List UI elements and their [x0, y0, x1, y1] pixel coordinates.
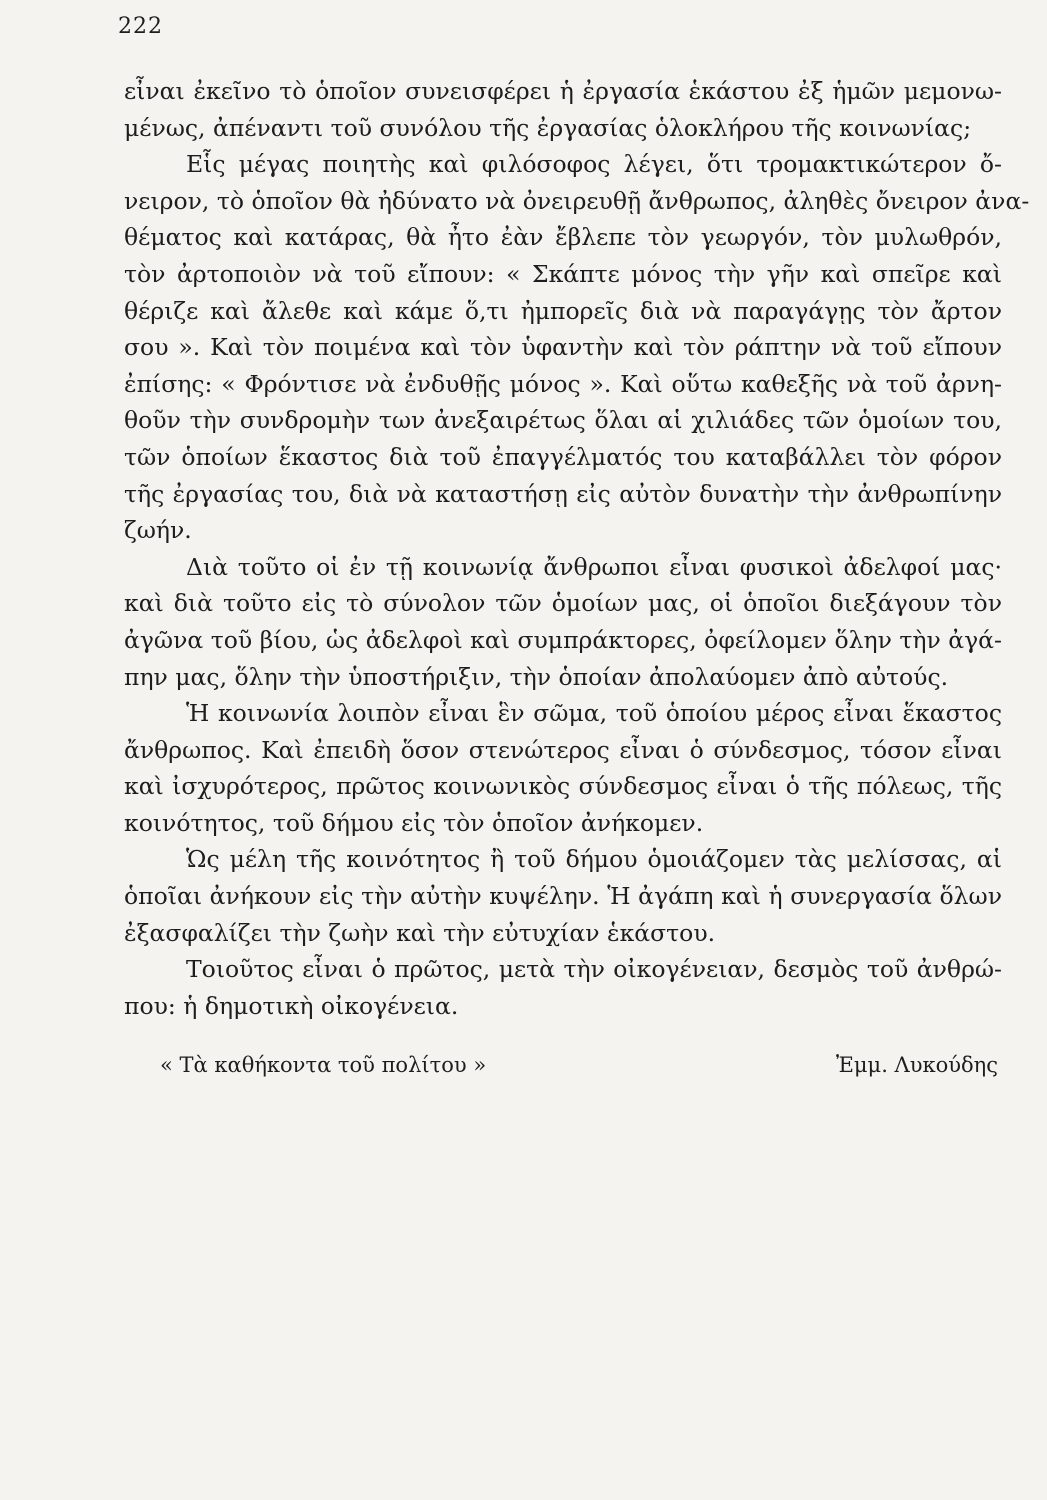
- text-line: ἄνθρωπος. Καὶ ἐπειδὴ ὅσον στενώτερος εἶναι ὁ σύνδεσμος, τόσον εἶναι: [124, 735, 1002, 764]
- citation-author: Ἐμμ. Λυκούδης: [835, 1053, 998, 1078]
- text-line: εἶναι ἐκεῖνο τὸ ὁποῖον συνεισφέρει ἡ ἐργασία ἑκάστου ἐξ ἡμῶν μεμονω-: [124, 77, 1002, 105]
- text-line: τῶν ὁποίων ἕκαστος διὰ τοῦ ἐπαγγέλματός του καταβάλλει τὸν φόρον: [124, 442, 1002, 471]
- page-number: 222: [118, 14, 163, 39]
- text-line: ἀγῶνα τοῦ βίου, ὡς ἀδελφοὶ καὶ συμπράκτορες, ὀφείλομεν ὅλην τὴν ἀγά-: [124, 625, 1002, 654]
- text-line: θέματος καὶ κατάρας, θὰ ἦτο ἐὰν ἔβλεπε τὸν γεωργόν, τὸν μυλωθρόν,: [124, 223, 1002, 252]
- text-line: Ὡς μέλη τῆς κοινότητος ἢ τοῦ δήμου ὁμοιάζομεν τὰς μελίσσας, αἱ: [186, 845, 1002, 874]
- text-line: Τοιοῦτος εἶναι ὁ πρῶτος, μετὰ τὴν οἰκογένειαν, δεσμὸς τοῦ ἀνθρώ-: [186, 955, 1002, 984]
- citation: [124, 1050, 1002, 1080]
- text-line: καὶ διὰ τοῦτο εἰς τὸ σύνολον τῶν ὁμοίων μας, οἱ ὁποῖοι διεξάγουν τὸν: [124, 589, 1002, 618]
- text-line: μένως, ἀπέναντι τοῦ συνόλου τῆς ἐργασίας ὁλοκλήρου τῆς κοινωνίας;: [124, 113, 972, 142]
- text-line: τῆς ἐργασίας του, διὰ νὰ καταστήσῃ εἰς αὐτὸν δυνατὴν τὴν ἀνθρωπίνην: [124, 479, 1002, 508]
- text-line: Εἷς μέγας ποιητὴς καὶ φιλόσοφος λέγει, ὅτι τρομακτικώτερον ὄ-: [186, 150, 1002, 179]
- spacer: [124, 1024, 1002, 1050]
- text-line: ἐπίσης: « Φρόντισε νὰ ἐνδυθῇς μόνος ». Καὶ οὕτω καθεξῆς νὰ τοῦ ἀρνη-: [124, 369, 1002, 398]
- citation-source: « Τὰ καθήκοντα τοῦ πολίτου »: [160, 1053, 487, 1078]
- text-line: θέριζε καὶ ἄλεθε καὶ κάμε ὅ,τι ἠμπορεῖς διὰ νὰ παραγάγῃς τὸν ἄρτον: [124, 296, 1002, 325]
- text-line: ὁποῖαι ἀνήκουν εἰς τὴν αὐτὴν κυψέλην. Ἡ ἀγάπη καὶ ἡ συνεργασία ὅλων: [124, 882, 1002, 911]
- text-line: πην μας, ὅλην τὴν ὑποστήριξιν, τὴν ὁποίαν ἀπολαύομεν ἀπὸ αὐτούς.: [124, 662, 949, 691]
- text-line: Διὰ τοῦτο οἱ ἐν τῇ κοινωνίᾳ ἄνθρωποι εἶναι φυσικοὶ ἀδελφοί μας·: [186, 552, 1002, 581]
- text-line: ζωήν.: [124, 516, 192, 545]
- text-line: καὶ ἰσχυρότερος, πρῶτος κοινωνικὸς σύνδεσμος εἶναι ὁ τῆς πόλεως, τῆς: [124, 772, 1002, 801]
- text-line: σου ». Καὶ τὸν ποιμένα καὶ τὸν ὑφαντὴν καὶ τὸν ράπτην νὰ τοῦ εἴπουν: [124, 333, 1002, 362]
- text-line: Ἡ κοινωνία λοιπὸν εἶναι ἓν σῶμα, τοῦ ὁποίου μέρος εἶναι ἕκαστος: [186, 699, 1002, 728]
- body-text: [124, 73, 1030, 1080]
- text-line: που: ἡ δημοτικὴ οἰκογένεια.: [124, 991, 459, 1020]
- text-line: θοῦν τὴν συνδρομὴν των ἀνεξαιρέτως ὅλαι αἱ χιλιάδες τῶν ὁμοίων του,: [124, 406, 1002, 435]
- text-line: κοινότητος, τοῦ δήμου εἰς τὸν ὁποῖον ἀνήκομεν.: [124, 808, 704, 837]
- text-line: ἐξασφαλίζει τὴν ζωὴν καὶ τὴν εὐτυχίαν ἑκάστου.: [124, 918, 716, 947]
- text-line: τὸν ἀρτοποιὸν νὰ τοῦ εἴπουν: « Σκάπτε μόνος τὴν γῆν καὶ σπεῖρε καὶ: [124, 259, 1002, 288]
- text-line: νειρον, τὸ ὁποῖον θὰ ἠδύνατο νὰ ὀνειρευθῇ ἄνθρωπος, ἀληθὲς ὄνειρον ἀνα-: [124, 186, 1030, 215]
